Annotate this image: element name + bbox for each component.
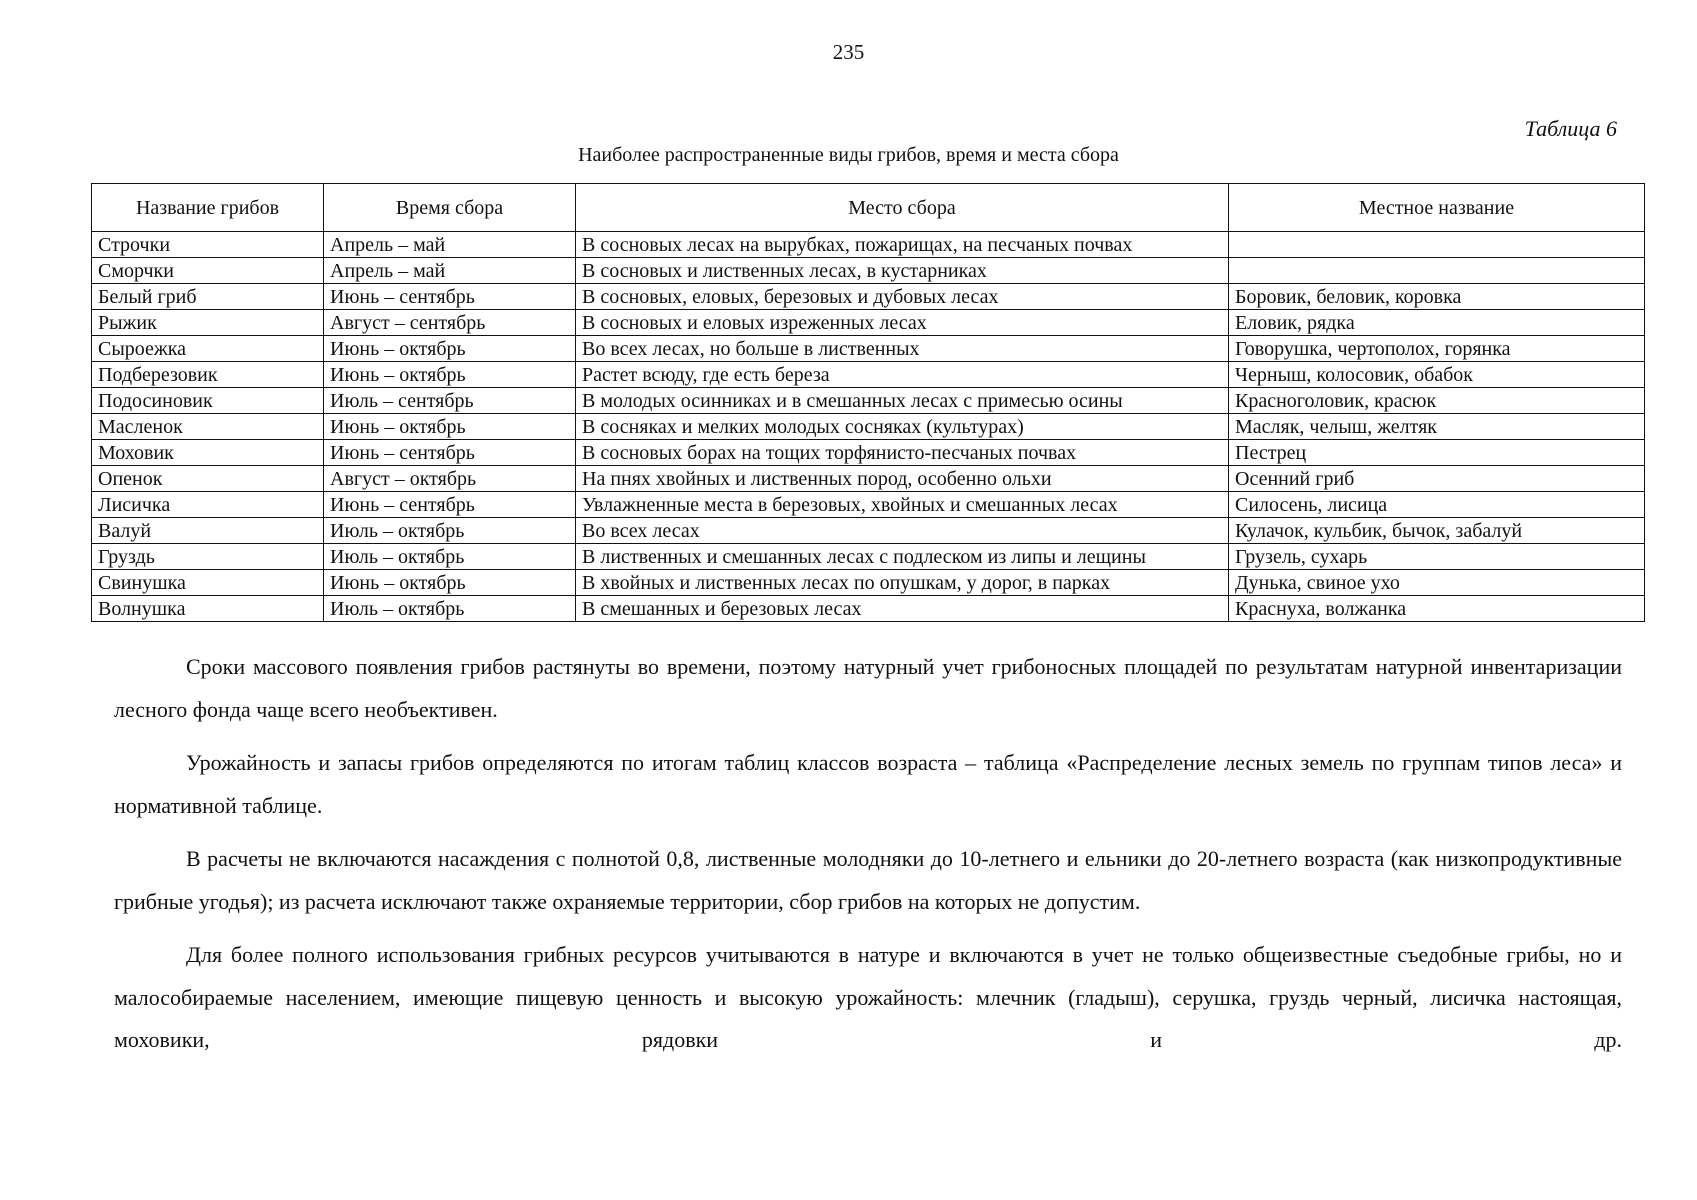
table-label: Таблица 6 bbox=[1524, 116, 1617, 141]
table-row bbox=[92, 518, 1645, 544]
cell-time: Август – октябрь bbox=[324, 466, 576, 492]
cell-local-name: Кулачок, кульбик, бычок, забалуй bbox=[1229, 518, 1645, 544]
page-number: 235 bbox=[832, 40, 865, 64]
cell-time: Июнь – октябрь bbox=[324, 362, 576, 388]
cell-time: Июнь – сентябрь bbox=[324, 440, 576, 466]
table-row bbox=[92, 232, 1645, 258]
cell-name: Рыжик bbox=[92, 310, 324, 336]
table-row bbox=[92, 570, 1645, 596]
cell-place: В сосняках и мелких молодых сосняках (культурах) bbox=[576, 414, 1229, 440]
paragraph: В расчеты не включаются насаждения с полнотой 0,8, лиственные молодняки до 10-летнего и ельники до 20-летнего возраста (как низкопродуктивные грибные угодья); из расчета исключают также охраняемые территории, сбор грибов на которых не допустим. bbox=[114, 846, 1622, 914]
header-time: Время сбора bbox=[324, 184, 576, 232]
cell-name: Сыроежка bbox=[92, 336, 324, 362]
cell-name: Подберезовик bbox=[92, 362, 324, 388]
cell-time: Июль – октябрь bbox=[324, 596, 576, 622]
cell-local-name: Пестрец bbox=[1229, 440, 1645, 466]
cell-time: Июнь – сентябрь bbox=[324, 492, 576, 518]
table-row bbox=[92, 362, 1645, 388]
cell-name: Строчки bbox=[92, 232, 324, 258]
cell-local-name: Еловик, рядка bbox=[1229, 310, 1645, 336]
header-name: Название грибов bbox=[92, 184, 324, 232]
cell-local-name: Боровик, беловик, коровка bbox=[1229, 284, 1645, 310]
cell-local-name: Дунька, свиное ухо bbox=[1229, 570, 1645, 596]
table-row bbox=[92, 466, 1645, 492]
cell-local-name bbox=[1229, 232, 1645, 258]
table-row bbox=[92, 544, 1645, 570]
cell-local-name: Краснуха, волжанка bbox=[1229, 596, 1645, 622]
cell-place: На пнях хвойных и лиственных пород, особенно ольхи bbox=[576, 466, 1229, 492]
cell-time: Апрель – май bbox=[324, 232, 576, 258]
cell-place: В смешанных и березовых лесах bbox=[576, 596, 1229, 622]
cell-local-name: Черныш, колосовик, обабок bbox=[1229, 362, 1645, 388]
cell-local-name: Грузель, сухарь bbox=[1229, 544, 1645, 570]
mushroom-table bbox=[91, 183, 1645, 622]
cell-place: Во всех лесах bbox=[576, 518, 1229, 544]
cell-name: Опенок bbox=[92, 466, 324, 492]
cell-time: Июль – октябрь bbox=[324, 544, 576, 570]
cell-local-name: Красноголовик, красюк bbox=[1229, 388, 1645, 414]
cell-local-name: Осенний гриб bbox=[1229, 466, 1645, 492]
cell-time: Июль – сентябрь bbox=[324, 388, 576, 414]
cell-place: Во всех лесах, но больше в лиственных bbox=[576, 336, 1229, 362]
cell-name: Груздь bbox=[92, 544, 324, 570]
cell-time: Апрель – май bbox=[324, 258, 576, 284]
table-row bbox=[92, 388, 1645, 414]
cell-place: Растет всюду, где есть береза bbox=[576, 362, 1229, 388]
cell-time: Июнь – октябрь bbox=[324, 414, 576, 440]
table-row bbox=[92, 310, 1645, 336]
cell-time: Июнь – октябрь bbox=[324, 336, 576, 362]
table-header bbox=[92, 184, 1645, 232]
header-local-name: Местное название bbox=[1229, 184, 1645, 232]
header-row bbox=[92, 184, 1645, 232]
cell-name: Свинушка bbox=[92, 570, 324, 596]
cell-local-name: Силосень, лисица bbox=[1229, 492, 1645, 518]
cell-local-name: Масляк, челыш, желтяк bbox=[1229, 414, 1645, 440]
cell-place: В сосновых лесах на вырубках, пожарищах, на песчаных почвах bbox=[576, 232, 1229, 258]
paragraph: Урожайность и запасы грибов определяются по итогам таблиц классов возраста – таблица «Распределение лесных земель по группам типов леса» и нормативной таблице. bbox=[114, 750, 1622, 818]
table-body bbox=[92, 232, 1645, 622]
cell-place: Увлажненные места в березовых, хвойных и смешанных лесах bbox=[576, 492, 1229, 518]
cell-name: Белый гриб bbox=[92, 284, 324, 310]
cell-place: В хвойных и лиственных лесах по опушкам, у дорог, в парках bbox=[576, 570, 1229, 596]
cell-time: Июль – октябрь bbox=[324, 518, 576, 544]
cell-time: Июнь – сентябрь bbox=[324, 284, 576, 310]
paragraph: Сроки массового появления грибов растянуты во времени, поэтому натурный учет грибоносных площадей по результатам натурной инвентаризации лесного фонда чаще всего необъективен. bbox=[114, 654, 1622, 722]
paragraph: Для более полного использования грибных ресурсов учитываются в натуре и включаются в учет не только общеизвестные съедобные грибы, но и малособираемые населением, имеющие пищевую ценность и высокую урожайность: млечник (гладыш), серушка, груздь черный, лисичка настоящая, моховики, рядовки и др. bbox=[114, 942, 1622, 1052]
cell-name: Подосиновик bbox=[92, 388, 324, 414]
cell-time: Август – сентябрь bbox=[324, 310, 576, 336]
cell-place: В сосновых борах на тощих торфянисто-песчаных почвах bbox=[576, 440, 1229, 466]
cell-place: В сосновых и лиственных лесах, в кустарниках bbox=[576, 258, 1229, 284]
table-row bbox=[92, 336, 1645, 362]
table-row bbox=[92, 284, 1645, 310]
cell-place: В сосновых, еловых, березовых и дубовых лесах bbox=[576, 284, 1229, 310]
table-row bbox=[92, 596, 1645, 622]
cell-place: В сосновых и еловых изреженных лесах bbox=[576, 310, 1229, 336]
cell-local-name: Говорушка, чертополох, горянка bbox=[1229, 336, 1645, 362]
body-text bbox=[114, 646, 1622, 1073]
table-row bbox=[92, 258, 1645, 284]
table-row bbox=[92, 492, 1645, 518]
cell-time: Июнь – октябрь bbox=[324, 570, 576, 596]
table-row bbox=[92, 414, 1645, 440]
cell-name: Лисичка bbox=[92, 492, 324, 518]
cell-name: Сморчки bbox=[92, 258, 324, 284]
cell-name: Масленок bbox=[92, 414, 324, 440]
cell-place: В лиственных и смешанных лесах с подлеском из липы и лещины bbox=[576, 544, 1229, 570]
cell-name: Валуй bbox=[92, 518, 324, 544]
table-caption: Наиболее распространенные виды грибов, время и места сбора bbox=[578, 144, 1119, 166]
cell-place: В молодых осинниках и в смешанных лесах с примесью осины bbox=[576, 388, 1229, 414]
table-row bbox=[92, 440, 1645, 466]
cell-local-name bbox=[1229, 258, 1645, 284]
header-place: Место сбора bbox=[576, 184, 1229, 232]
cell-name: Моховик bbox=[92, 440, 324, 466]
cell-name: Волнушка bbox=[92, 596, 324, 622]
